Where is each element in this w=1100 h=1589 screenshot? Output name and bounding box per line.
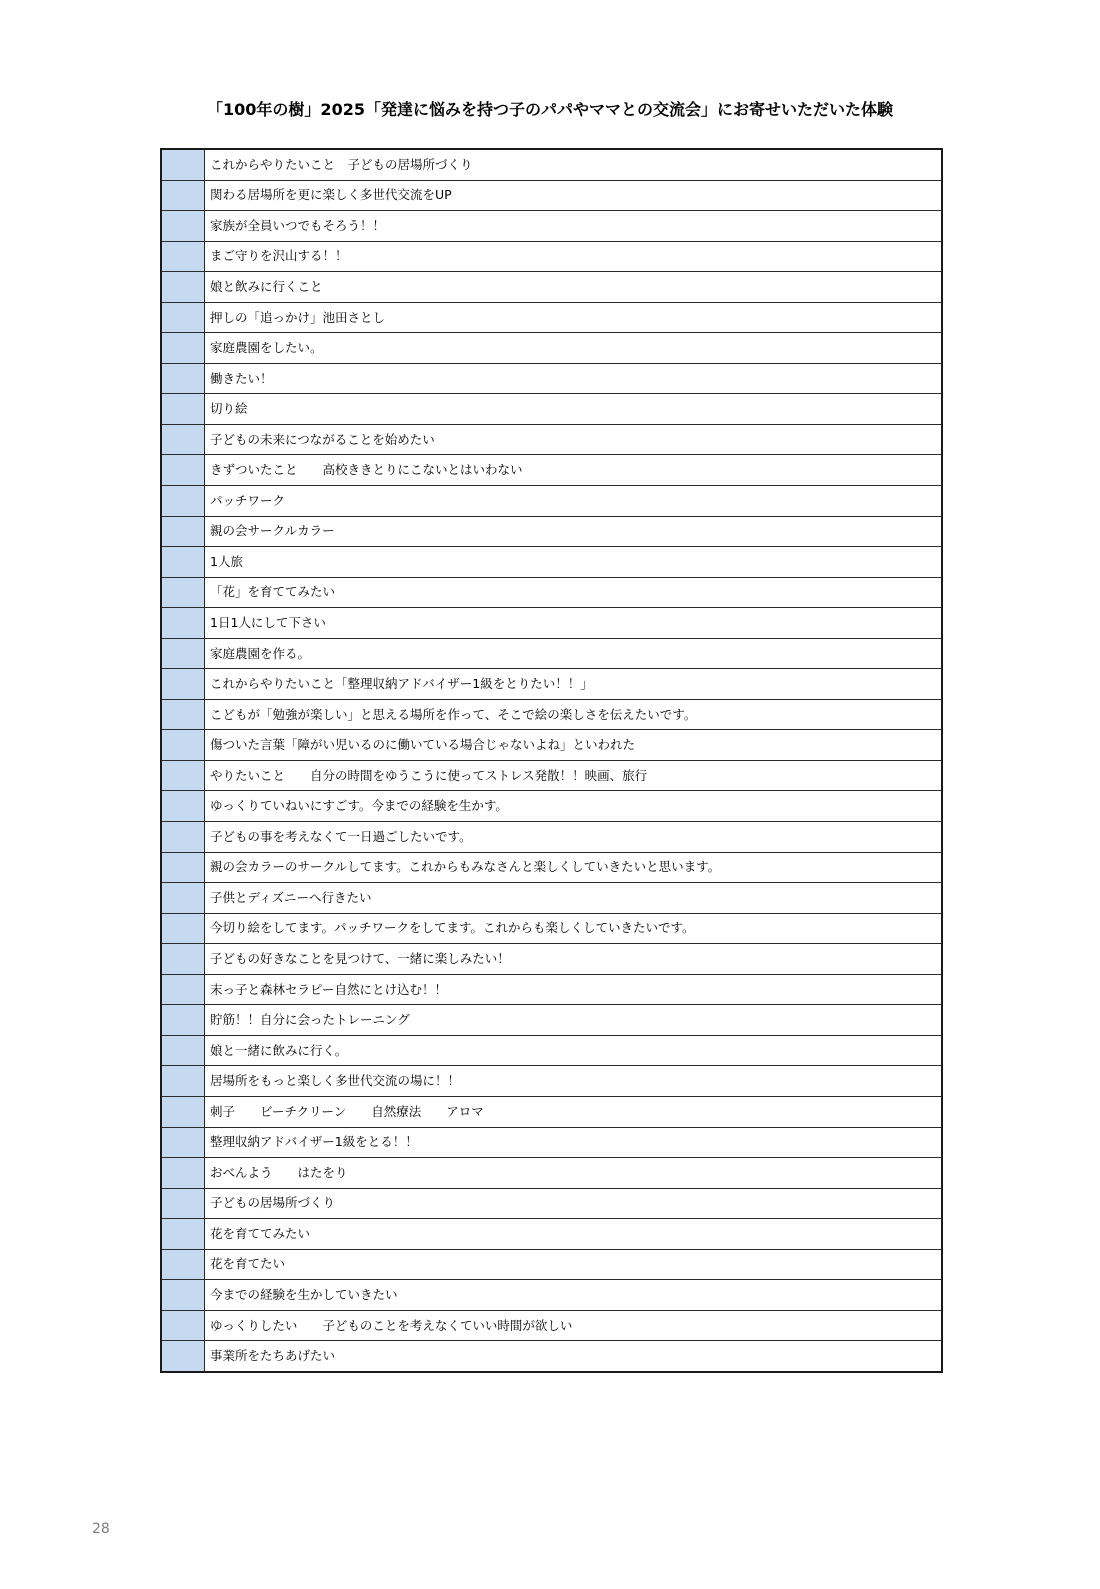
table-row (161, 577, 942, 608)
row-number-cell (161, 1310, 205, 1341)
row-number-cell (161, 363, 205, 394)
table-row (161, 302, 942, 333)
row-number-cell (161, 760, 205, 791)
entry-text-cell: 子どもの未来につながることを始めたい (205, 424, 943, 455)
row-number-cell (161, 1158, 205, 1189)
row-number-cell (161, 516, 205, 547)
row-number-cell (161, 211, 205, 242)
table-row (161, 822, 942, 853)
table-row (161, 516, 942, 547)
table-row (161, 1096, 942, 1127)
entries-table (160, 148, 943, 1373)
table-row (161, 149, 942, 180)
row-number-cell (161, 791, 205, 822)
table-row (161, 394, 942, 425)
entry-text-cell: パッチワーク (205, 486, 943, 517)
entries-body (161, 149, 942, 1372)
row-number-cell (161, 547, 205, 578)
entry-text-cell: きずついたこと 高校ききとりにこないとはいわない (205, 455, 943, 486)
row-number-cell (161, 180, 205, 211)
entry-text-cell: 関わる居場所を更に楽しく多世代交流をUP (205, 180, 943, 211)
row-number-cell (161, 730, 205, 761)
row-number-cell (161, 822, 205, 853)
table-row (161, 241, 942, 272)
row-number-cell (161, 302, 205, 333)
row-number-cell (161, 1005, 205, 1036)
table-row (161, 974, 942, 1005)
entry-text-cell: 子供とディズニーへ行きたい (205, 883, 943, 914)
page-number: 28 (92, 1521, 110, 1537)
row-number-cell (161, 149, 205, 180)
entry-text-cell: 親の会カラーのサークルしてます。これからもみなさんと楽しくしていきたいと思います。 (205, 852, 943, 883)
row-number-cell (161, 608, 205, 639)
row-number-cell (161, 913, 205, 944)
table-row (161, 913, 942, 944)
entry-text-cell: 子どもの居場所づくり (205, 1188, 943, 1219)
table-row (161, 424, 942, 455)
entry-text-cell: 花を育てたい (205, 1249, 943, 1280)
entry-text-cell: まご守りを沢山する！！ (205, 241, 943, 272)
entry-text-cell: 1日1人にして下さい (205, 608, 943, 639)
row-number-cell (161, 944, 205, 975)
row-number-cell (161, 1188, 205, 1219)
row-number-cell (161, 486, 205, 517)
row-number-cell (161, 1066, 205, 1097)
row-number-cell (161, 974, 205, 1005)
entry-text-cell: 貯筋！！自分に会ったトレーニング (205, 1005, 943, 1036)
entry-text-cell: 整理収納アドバイザー1級をとる！！ (205, 1127, 943, 1158)
entry-text-cell: 親の会サークルカラー (205, 516, 943, 547)
entry-text-cell: 刺子 ビーチクリーン 自然療法 アロマ (205, 1096, 943, 1127)
table-row (161, 944, 942, 975)
entry-text-cell: これからやりたいこと「整理収納アドバイザー1級をとりたい！！」 (205, 669, 943, 700)
table-row (161, 1219, 942, 1250)
row-number-cell (161, 424, 205, 455)
entry-text-cell: 子どもの好きなことを見つけて、一緒に楽しみたい！ (205, 944, 943, 975)
row-number-cell (161, 1249, 205, 1280)
table-row (161, 699, 942, 730)
table-row (161, 1188, 942, 1219)
entry-text-cell: 1人旅 (205, 547, 943, 578)
entry-text-cell: 家庭農園をしたい。 (205, 333, 943, 364)
entry-text-cell: 花を育ててみたい (205, 1219, 943, 1250)
row-number-cell (161, 1341, 205, 1372)
entry-text-cell: 切り絵 (205, 394, 943, 425)
table-row (161, 333, 942, 364)
table-row (161, 1280, 942, 1311)
row-number-cell (161, 577, 205, 608)
table-row (161, 363, 942, 394)
table-row (161, 669, 942, 700)
entry-text-cell: おべんよう はたをり (205, 1158, 943, 1189)
entry-text-cell: 娘と一緒に飲みに行く。 (205, 1035, 943, 1066)
table-row (161, 760, 942, 791)
row-number-cell (161, 669, 205, 700)
entry-text-cell: 今までの経験を生かしていきたい (205, 1280, 943, 1311)
table-row (161, 730, 942, 761)
entry-text-cell: 家族が全員いつでもそろう！！ (205, 211, 943, 242)
table-row (161, 608, 942, 639)
row-number-cell (161, 1280, 205, 1311)
row-number-cell (161, 638, 205, 669)
table-row (161, 1341, 942, 1372)
table-row (161, 1310, 942, 1341)
row-number-cell (161, 394, 205, 425)
table-row (161, 1066, 942, 1097)
table-row (161, 852, 942, 883)
row-number-cell (161, 1035, 205, 1066)
entry-text-cell: ゆっくりていねいにすごす。今までの経験を生かす。 (205, 791, 943, 822)
row-number-cell (161, 1127, 205, 1158)
table-row (161, 883, 942, 914)
table-row (161, 211, 942, 242)
table-row (161, 1158, 942, 1189)
row-number-cell (161, 1096, 205, 1127)
entry-text-cell: 家庭農園を作る。 (205, 638, 943, 669)
entry-text-cell: 居場所をもっと楽しく多世代交流の場に！！ (205, 1066, 943, 1097)
row-number-cell (161, 883, 205, 914)
row-number-cell (161, 1219, 205, 1250)
entry-text-cell: 娘と飲みに行くこと (205, 272, 943, 303)
table-row (161, 272, 942, 303)
entry-text-cell: 押しの「追っかけ」池田さとし (205, 302, 943, 333)
entry-text-cell: 「花」を育ててみたい (205, 577, 943, 608)
table-row (161, 791, 942, 822)
table-row (161, 547, 942, 578)
page-title: 「100年の樹」2025「発達に悩みを持つ子のパパやママとの交流会」にお寄せいただいた体験 (207, 100, 893, 119)
row-number-cell (161, 852, 205, 883)
entry-text-cell: やりたいこと 自分の時間をゆうこうに使ってストレス発散！！映画、旅行 (205, 760, 943, 791)
entry-text-cell: こどもが「勉強が楽しい」と思える場所を作って、そこで絵の楽しさを伝えたいです。 (205, 699, 943, 730)
row-number-cell (161, 272, 205, 303)
row-number-cell (161, 333, 205, 364)
table-row (161, 1127, 942, 1158)
table-row (161, 1249, 942, 1280)
entry-text-cell: 事業所をたちあげたい (205, 1341, 943, 1372)
entry-text-cell: ゆっくりしたい 子どものことを考えなくていい時間が欲しい (205, 1310, 943, 1341)
table-row (161, 486, 942, 517)
entry-text-cell: 末っ子と森林セラピー自然にとけ込む！！ (205, 974, 943, 1005)
entry-text-cell: 今切り絵をしてます。パッチワークをしてます。これからも楽しくしていきたいです。 (205, 913, 943, 944)
row-number-cell (161, 699, 205, 730)
row-number-cell (161, 241, 205, 272)
entry-text-cell: 働きたい！ (205, 363, 943, 394)
table-row (161, 638, 942, 669)
entry-text-cell: これからやりたいこと 子どもの居場所づくり (205, 149, 943, 180)
table-row (161, 1035, 942, 1066)
table-row (161, 455, 942, 486)
entry-text-cell: 子どもの事を考えなくて一日過ごしたいです。 (205, 822, 943, 853)
table-row (161, 1005, 942, 1036)
row-number-cell (161, 455, 205, 486)
table-row (161, 180, 942, 211)
entry-text-cell: 傷ついた言葉「障がい児いるのに働いている場合じゃないよね」といわれた (205, 730, 943, 761)
